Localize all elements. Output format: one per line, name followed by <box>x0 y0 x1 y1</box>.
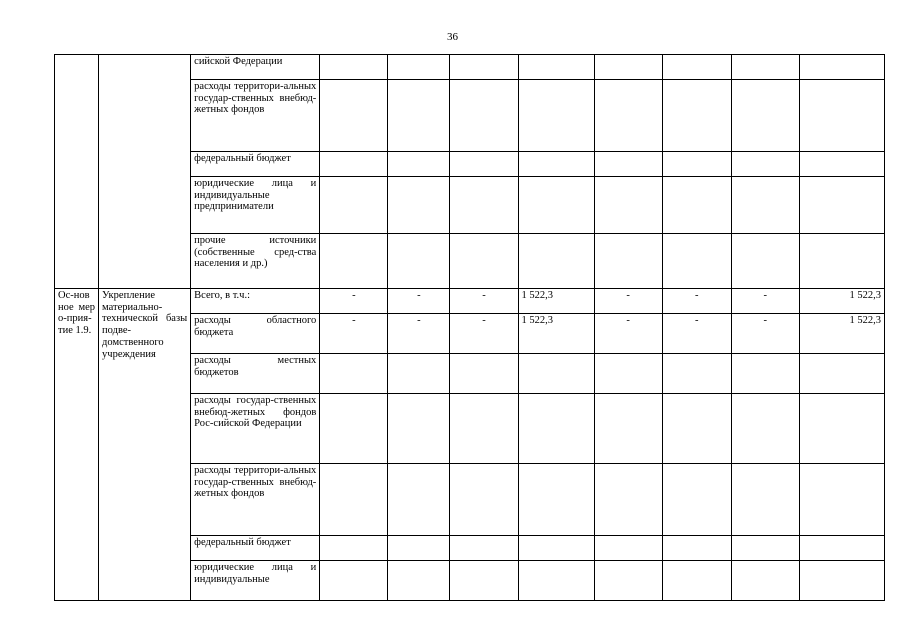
table-row <box>55 55 885 80</box>
source-cell: расходы территори-альных государ-ственных внебюд-жетных фондов <box>191 80 320 152</box>
source-cell: сийской Федерации <box>191 55 320 80</box>
value-cell: - <box>594 314 662 354</box>
value-cell: - <box>388 314 450 354</box>
source-cell: федеральный бюджет <box>191 152 320 177</box>
measure-status-cell: Ос-новное меро-прия-тие 1.9. <box>55 289 99 601</box>
value-cell: - <box>662 289 731 314</box>
value-cell: - <box>320 314 388 354</box>
value-cell: - <box>662 314 731 354</box>
value-cell: - <box>594 289 662 314</box>
value-cell: 1 522,3 <box>518 314 594 354</box>
value-cell: 1 522,3 <box>799 289 884 314</box>
value-cell: - <box>731 289 799 314</box>
value-cell: - <box>450 289 518 314</box>
source-cell: расходы территори-альных государ-ственных внебюд-жетных фондов <box>191 464 320 536</box>
table-row <box>55 289 885 314</box>
status-cell-empty <box>55 55 99 289</box>
value-cell: 1 522,3 <box>799 314 884 354</box>
value-cell: - <box>320 289 388 314</box>
funding-table <box>54 54 885 601</box>
source-cell: расходы местных бюджетов <box>191 354 320 394</box>
source-cell: юридические лица и индивидуальные предприниматели <box>191 177 320 234</box>
value-cell: - <box>450 314 518 354</box>
name-cell-empty <box>99 55 191 289</box>
value-cell: - <box>731 314 799 354</box>
source-cell: прочие источники (собственные сред-ства населения и др.) <box>191 234 320 289</box>
source-cell: федеральный бюджет <box>191 536 320 561</box>
value-cell: 1 522,3 <box>518 289 594 314</box>
source-cell: Всего, в т.ч.: <box>191 289 320 314</box>
source-cell: расходы областного бюджета <box>191 314 320 354</box>
measure-name-cell: Укрепление материально-технической базы подве-домственного учреждения <box>99 289 191 601</box>
source-cell: юридические лица и индивидуальные <box>191 561 320 601</box>
value-cell: - <box>388 289 450 314</box>
source-cell: расходы государ-ственных внебюд-жетных фондов Рос-сийской Федерации <box>191 394 320 464</box>
page-number: 36 <box>447 31 458 43</box>
